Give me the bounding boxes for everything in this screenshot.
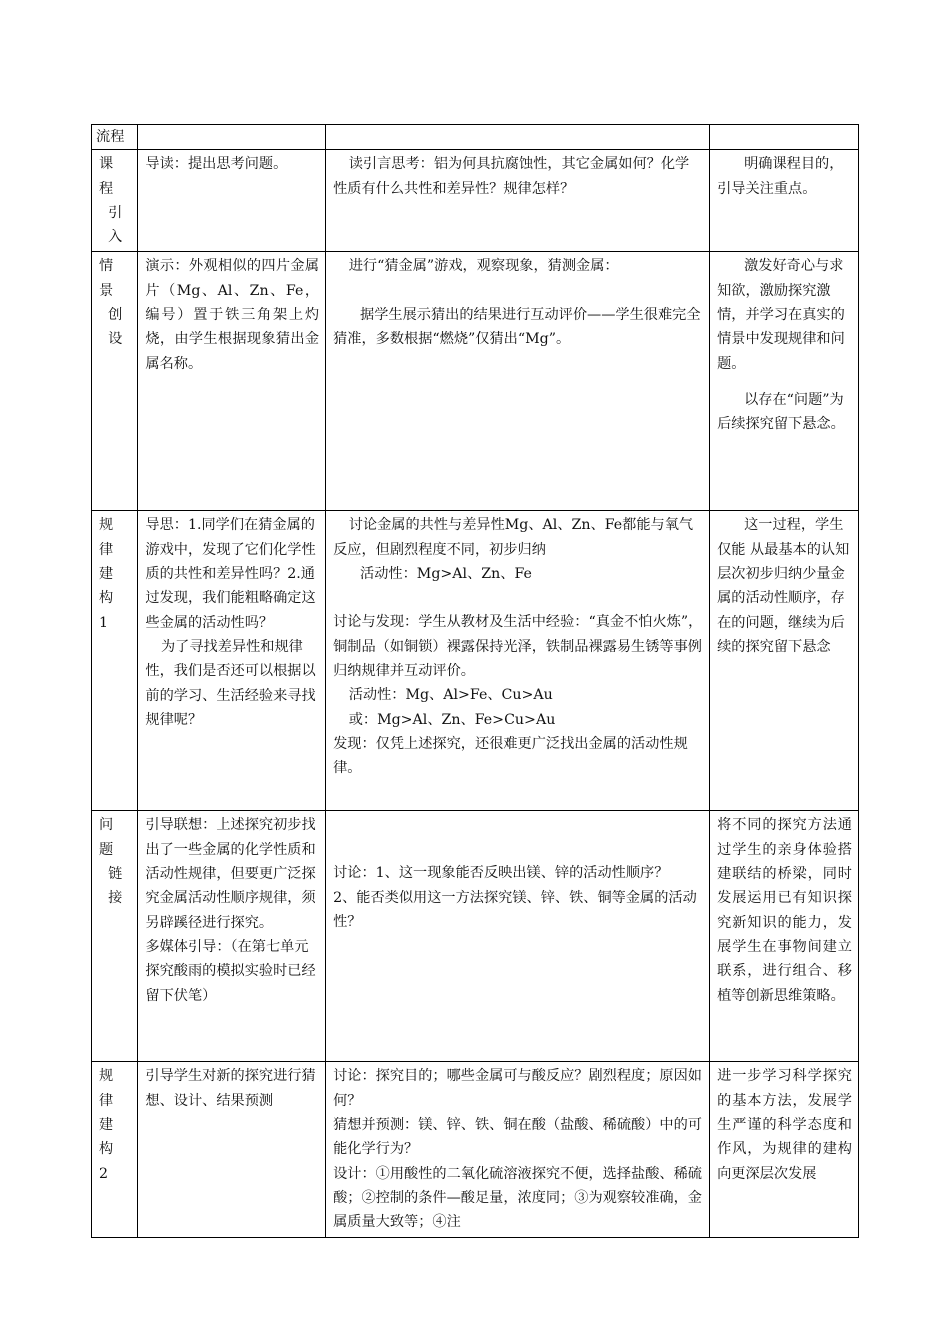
table-header-row <box>92 125 859 150</box>
teacher-activity-cell <box>138 1062 326 1237</box>
stage-label-line: 接 <box>108 890 123 907</box>
stage-label-line: 规 律 <box>99 1068 114 1109</box>
student-text: 讨论：探究目的；哪些金属可与酸反应？剧烈程度；原因如何？ <box>333 1068 702 1109</box>
student-text: 讨论金属的共性与差异性Mg、Al、Zn、Fe都能与氧气反应，但剧烈程度不同，初步归纳 <box>333 517 694 558</box>
intent-text: 这一过程，学生仅能 从最基本的认知层次初步归纳少量金属的活动性顺序，存在的问题，继续为后续的探究留下悬念 <box>717 517 850 655</box>
stage-cell <box>92 1062 138 1237</box>
student-text: 进行“猜金属”游戏，观察现象，猜测金属： <box>348 258 619 275</box>
student-text: 据学生展示猜出的结果进行互动评价——学生很难完全猜准，多数根据“燃烧”仅猜出“Mg”。 <box>333 306 701 348</box>
student-activity-cell <box>326 252 710 511</box>
student-text: 读引言思考：铝为何具抗腐蚀性，其它金属如何？化学性质有什么共性和差异性？规律怎样？ <box>333 156 690 197</box>
teacher-text: 引导联想：上述探究初步找出了一些金属的化学性质和活动性规律，但要更广泛探究金属活动性顺序规律，须另辟蹊径进行探究。 <box>145 817 316 931</box>
intent-text: 将不同的探究方法通过学生的亲身体验搭建联结的桥梁，同时发展运用已有知识探究新知识的能力，发展学生在事物间建立联系，进行组合、移植等创新思维策略。 <box>717 817 852 1004</box>
student-text: 活动性：Mg、Al>Fe、Cu>Au <box>348 687 553 704</box>
stage-cell <box>92 511 138 811</box>
stage-label-line: 课 程 <box>99 156 114 197</box>
header-teacher-cell <box>138 125 326 150</box>
table-row <box>92 511 859 811</box>
teacher-activity-cell <box>138 150 326 252</box>
student-activity-cell <box>326 1062 710 1237</box>
design-intent-cell <box>710 252 859 511</box>
stage-cell <box>92 811 138 1062</box>
teacher-text: 多媒体引导：（在第七单元探究酸雨的模拟实验时已经留下伏笔） <box>145 938 316 1004</box>
teacher-text: 引导学生对新的探究进行猜想、设计、结果预测 <box>145 1068 316 1109</box>
stage-label-line: 设 <box>108 331 123 348</box>
header-intent-cell <box>710 125 859 150</box>
stage-label-line: 建 构 <box>99 566 114 607</box>
stage-label-line: 创 <box>108 307 123 324</box>
teacher-text: 演示：外观相似的四片金属片（Mg、Al、Zn、Fe，编号）置于铁三角架上灼烧，由学生根据现象猜出金属名称。 <box>145 258 320 372</box>
design-intent-cell <box>710 1062 859 1237</box>
intent-text: 以存在“问题”为后续探究留下悬念。 <box>717 391 845 433</box>
stage-label-line: 入 <box>108 229 123 246</box>
teacher-text: 导思：1.同学们在猜金属的游戏中，发现了它们化学性质的共性和差异性吗？2.通过发现，我们能粗略确定这些金属的活动性吗？ <box>145 517 316 631</box>
student-text: 活动性：Mg>Al、Zn、Fe <box>360 566 532 583</box>
design-intent-cell <box>710 511 859 811</box>
stage-label-line: 1 <box>99 614 109 631</box>
intent-text: 进一步学习科学探究的基本方法，发展学生严谨的科学态度和作风，为规律的建构向更深层次发展 <box>717 1068 852 1182</box>
student-text: 或：Mg>Al、Zn、Fe>Cu>Au <box>348 711 556 728</box>
student-text: 讨论：1、这一现象能否反映出镁、锌的活动性顺序？ <box>333 865 669 882</box>
table-row <box>92 150 859 252</box>
stage-cell <box>92 150 138 252</box>
teacher-text: 为了寻找差异性和规律性，我们是否还可以根据以前的学习、生活经验来寻找规律呢？ <box>145 638 316 728</box>
header-student-cell <box>326 125 710 150</box>
table-row <box>92 811 859 1062</box>
intent-text: 明确课程目的，引导关注重点。 <box>717 156 844 197</box>
table-row <box>92 252 859 511</box>
design-intent-cell <box>710 811 859 1062</box>
student-text: 设计：①用酸性的二氧化硫溶液探究不便，选择盐酸、稀硫酸；②控制的条件—酸足量，浓度同；③为观察较准确，金属质量大致等；④注 <box>333 1165 702 1231</box>
student-text: 猜想并预测：镁、锌、铁、铜在酸（盐酸、稀硫酸）中的可能化学行为？ <box>333 1117 702 1158</box>
stage-label-line: 情 景 <box>99 258 114 299</box>
stage-label-line: 链 <box>108 866 123 883</box>
student-text: 发现：仅凭上述探究，还很难更广泛找出金属的活动性规律。 <box>333 735 688 777</box>
student-text: 讨论与发现：学生从教材及生活中经验：“真金不怕火炼”，铜制品（如铜锁）裸露保持光泽，铁制品裸露易生锈等事例归纳规律并互动评价。 <box>333 614 703 679</box>
header-stage-cell: 流程 <box>92 125 138 150</box>
student-activity-cell <box>326 511 710 811</box>
stage-label-line: 2 <box>99 1165 109 1182</box>
teacher-activity-cell <box>138 252 326 511</box>
teacher-activity-cell <box>138 511 326 811</box>
student-activity-cell <box>326 811 710 1062</box>
intent-text: 激发好奇心与求知欲，激励探究激情，并学习在真实的情景中发现规律和问题。 <box>717 258 845 372</box>
teacher-text: 导读：提出思考问题。 <box>145 156 288 173</box>
stage-label-line: 引 <box>108 204 123 221</box>
stage-label-line: 问 题 <box>99 817 114 858</box>
stage-label-line: 规 律 <box>99 517 114 558</box>
student-activity-cell <box>326 150 710 252</box>
student-text: 2、能否类似用这一方法探究镁、锌、铁、铜等金属的活动性？ <box>333 889 697 931</box>
teacher-activity-cell <box>138 811 326 1062</box>
stage-cell <box>92 252 138 511</box>
lesson-flow-table <box>91 124 859 1238</box>
design-intent-cell <box>710 150 859 252</box>
stage-label-line: 建 构 <box>99 1117 114 1158</box>
table-row <box>92 1062 859 1237</box>
